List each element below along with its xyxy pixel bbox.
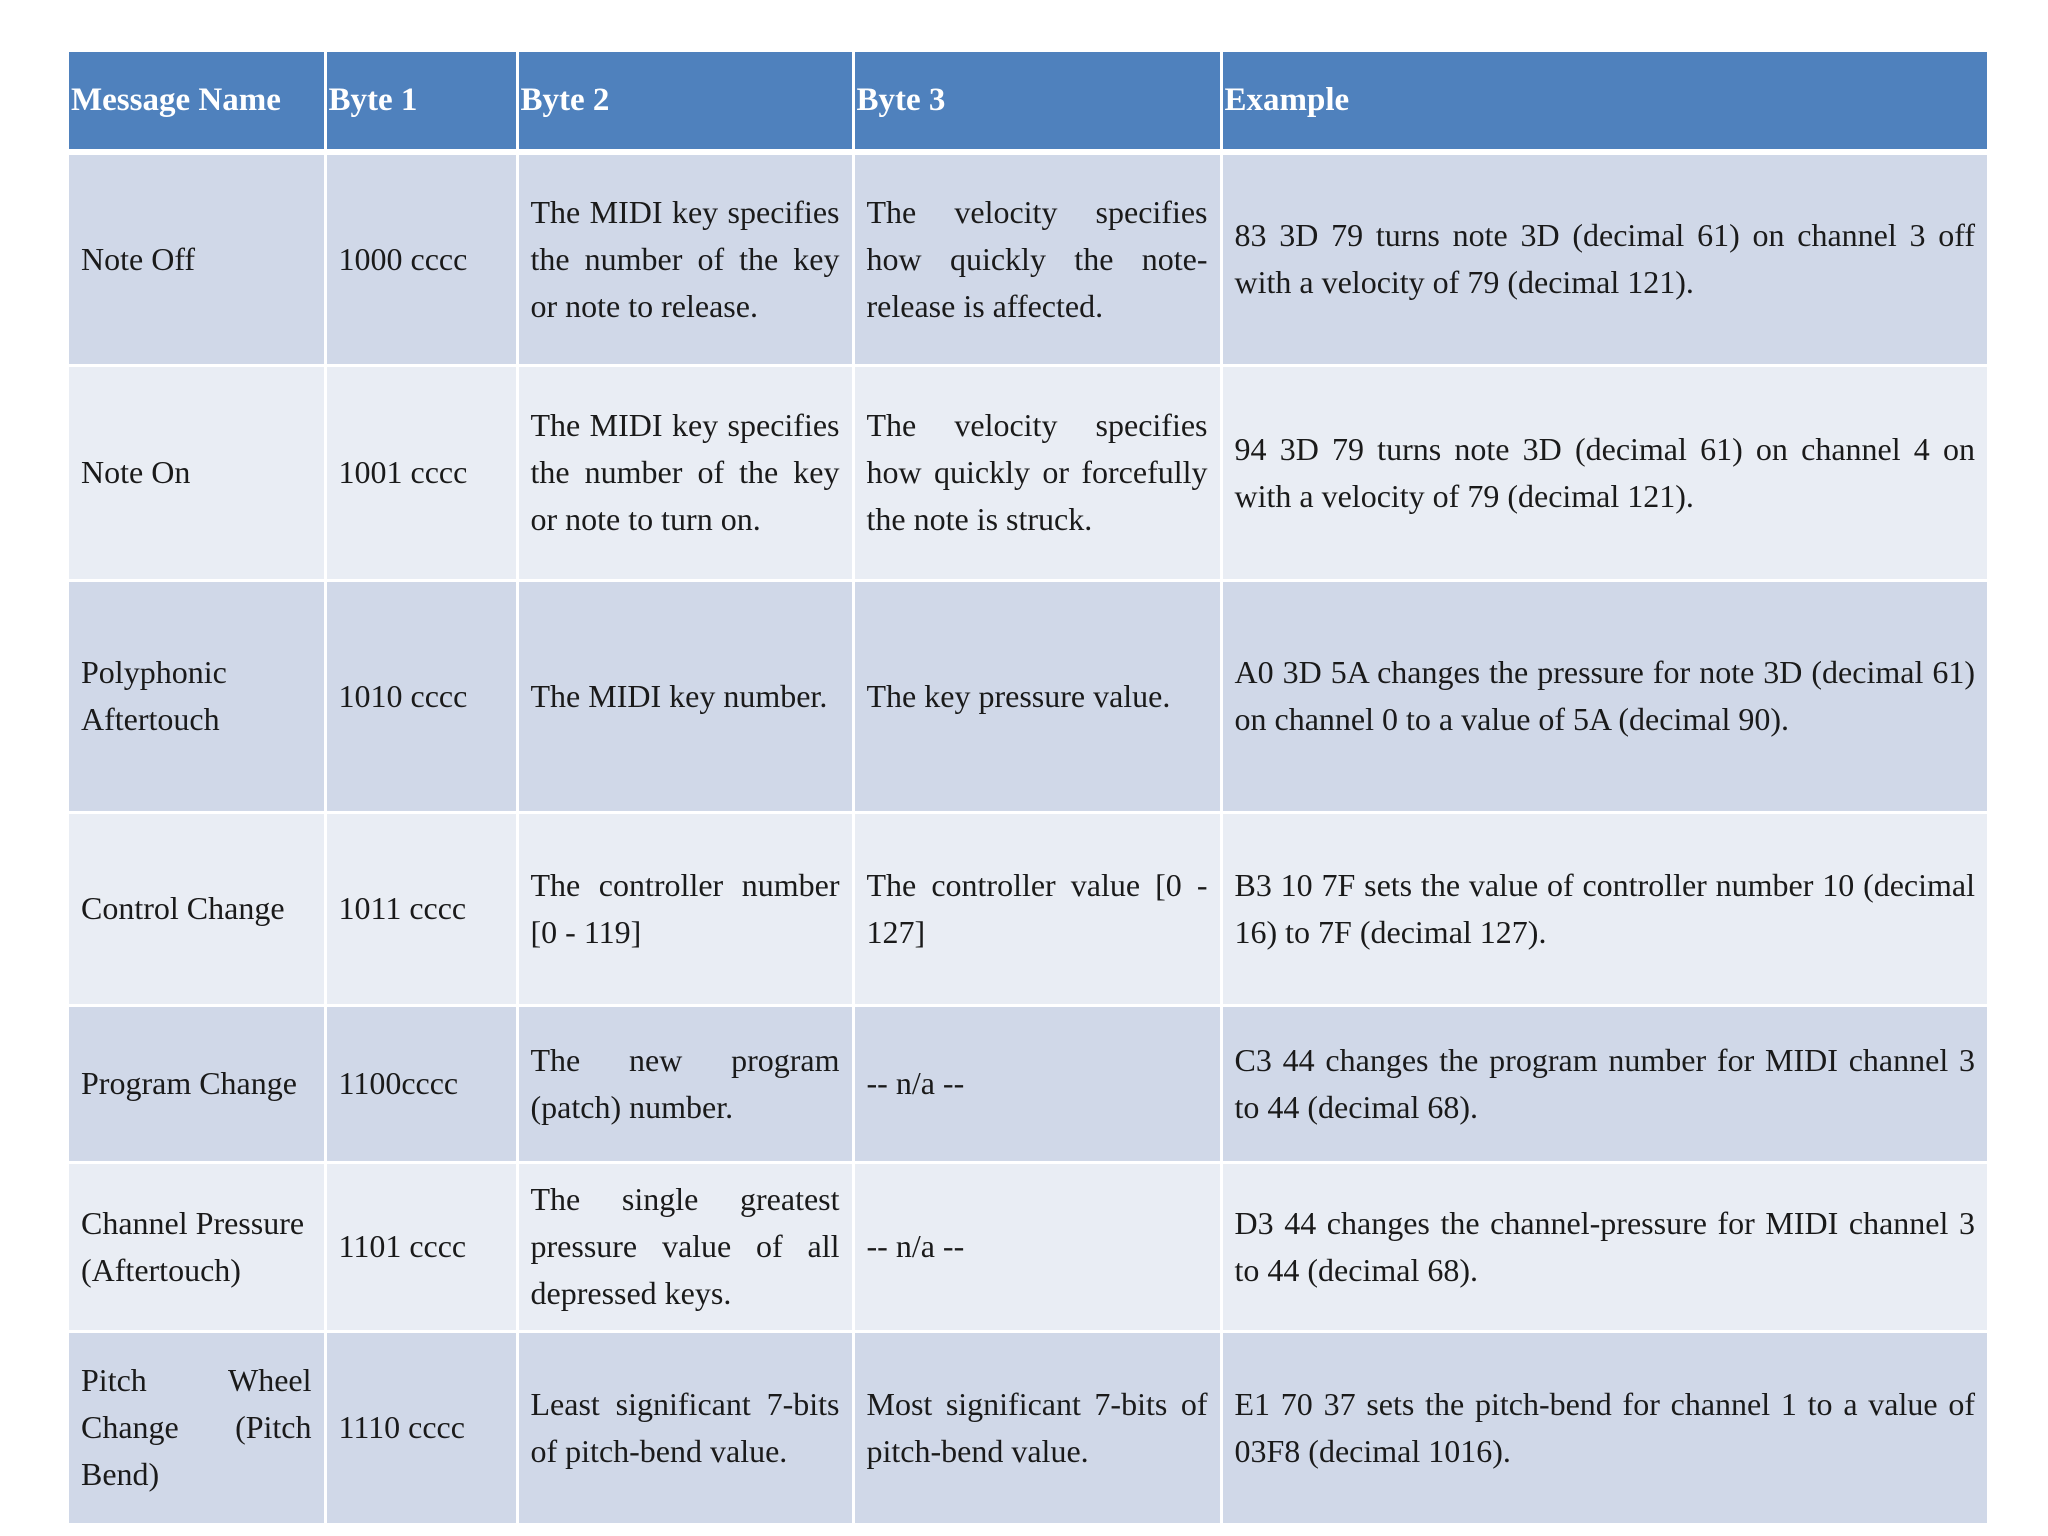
byte2-cell: The controller number [0 - 119] xyxy=(517,812,853,1005)
table-row xyxy=(69,812,1987,1005)
example-cell: B3 10 7F sets the value of controller number 10 (decimal 16) to 7F (decimal 127). xyxy=(1221,812,1987,1005)
byte1-cell: 1010 cccc xyxy=(325,580,517,812)
midi-messages-table xyxy=(69,52,1987,1526)
message-name-cell: Note Off xyxy=(69,152,325,365)
table-row xyxy=(69,365,1987,580)
byte3-cell: The key pressure value. xyxy=(853,580,1221,812)
header-byte-1: Byte 1 xyxy=(325,52,517,152)
byte2-cell: The single greatest pressure value of all depressed keys. xyxy=(517,1162,853,1331)
example-cell: C3 44 changes the program number for MIDI channel 3 to 44 (decimal 68). xyxy=(1221,1005,1987,1162)
byte1-cell: 1110 cccc xyxy=(325,1331,517,1524)
message-name-cell: Pitch Wheel Change (Pitch Bend) xyxy=(69,1331,325,1524)
table-row xyxy=(69,1005,1987,1162)
example-cell: D3 44 changes the channel-pressure for MIDI channel 3 to 44 (decimal 68). xyxy=(1221,1162,1987,1331)
header-byte-3: Byte 3 xyxy=(853,52,1221,152)
header-message-name: Message Name xyxy=(69,52,325,152)
message-name-cell: Polyphonic Aftertouch xyxy=(69,580,325,812)
byte2-cell: The MIDI key number. xyxy=(517,580,853,812)
byte3-cell: The velocity specifies how quickly or forcefully the note is struck. xyxy=(853,365,1221,580)
message-name-cell: Channel Pressure (Aftertouch) xyxy=(69,1162,325,1331)
byte1-cell: 1000 cccc xyxy=(325,152,517,365)
byte3-cell: The velocity specifies how quickly the note-release is affected. xyxy=(853,152,1221,365)
example-cell: E1 70 37 sets the pitch-bend for channel 1 to a value of 03F8 (decimal 1016). xyxy=(1221,1331,1987,1524)
byte2-cell: The MIDI key specifies the number of the key or note to release. xyxy=(517,152,853,365)
table-row xyxy=(69,152,1987,365)
byte1-cell: 1011 cccc xyxy=(325,812,517,1005)
table-row xyxy=(69,1331,1987,1524)
byte2-cell: The new program (patch) number. xyxy=(517,1005,853,1162)
byte3-cell: The controller value [0 - 127] xyxy=(853,812,1221,1005)
example-cell: 83 3D 79 turns note 3D (decimal 61) on channel 3 off with a velocity of 79 (decimal 121). xyxy=(1221,152,1987,365)
header-row xyxy=(69,52,1987,152)
message-name-cell: Control Change xyxy=(69,812,325,1005)
table-row xyxy=(69,580,1987,812)
byte1-cell: 1100cccc xyxy=(325,1005,517,1162)
example-cell: 94 3D 79 turns note 3D (decimal 61) on channel 4 on with a velocity of 79 (decimal 121). xyxy=(1221,365,1987,580)
byte3-cell: -- n/a -- xyxy=(853,1162,1221,1331)
table-row xyxy=(69,1162,1987,1331)
header-byte-2: Byte 2 xyxy=(517,52,853,152)
byte2-cell: Least significant 7-bits of pitch-bend value. xyxy=(517,1331,853,1524)
byte2-cell: The MIDI key specifies the number of the key or note to turn on. xyxy=(517,365,853,580)
example-cell: A0 3D 5A changes the pressure for note 3D (decimal 61) on channel 0 to a value of 5A (decimal 90). xyxy=(1221,580,1987,812)
message-name-cell: Program Change xyxy=(69,1005,325,1162)
message-name-cell: Note On xyxy=(69,365,325,580)
byte3-cell: -- n/a -- xyxy=(853,1005,1221,1162)
header-example: Example xyxy=(1221,52,1987,152)
byte1-cell: 1101 cccc xyxy=(325,1162,517,1331)
byte1-cell: 1001 cccc xyxy=(325,365,517,580)
byte3-cell: Most significant 7-bits of pitch-bend value. xyxy=(853,1331,1221,1524)
